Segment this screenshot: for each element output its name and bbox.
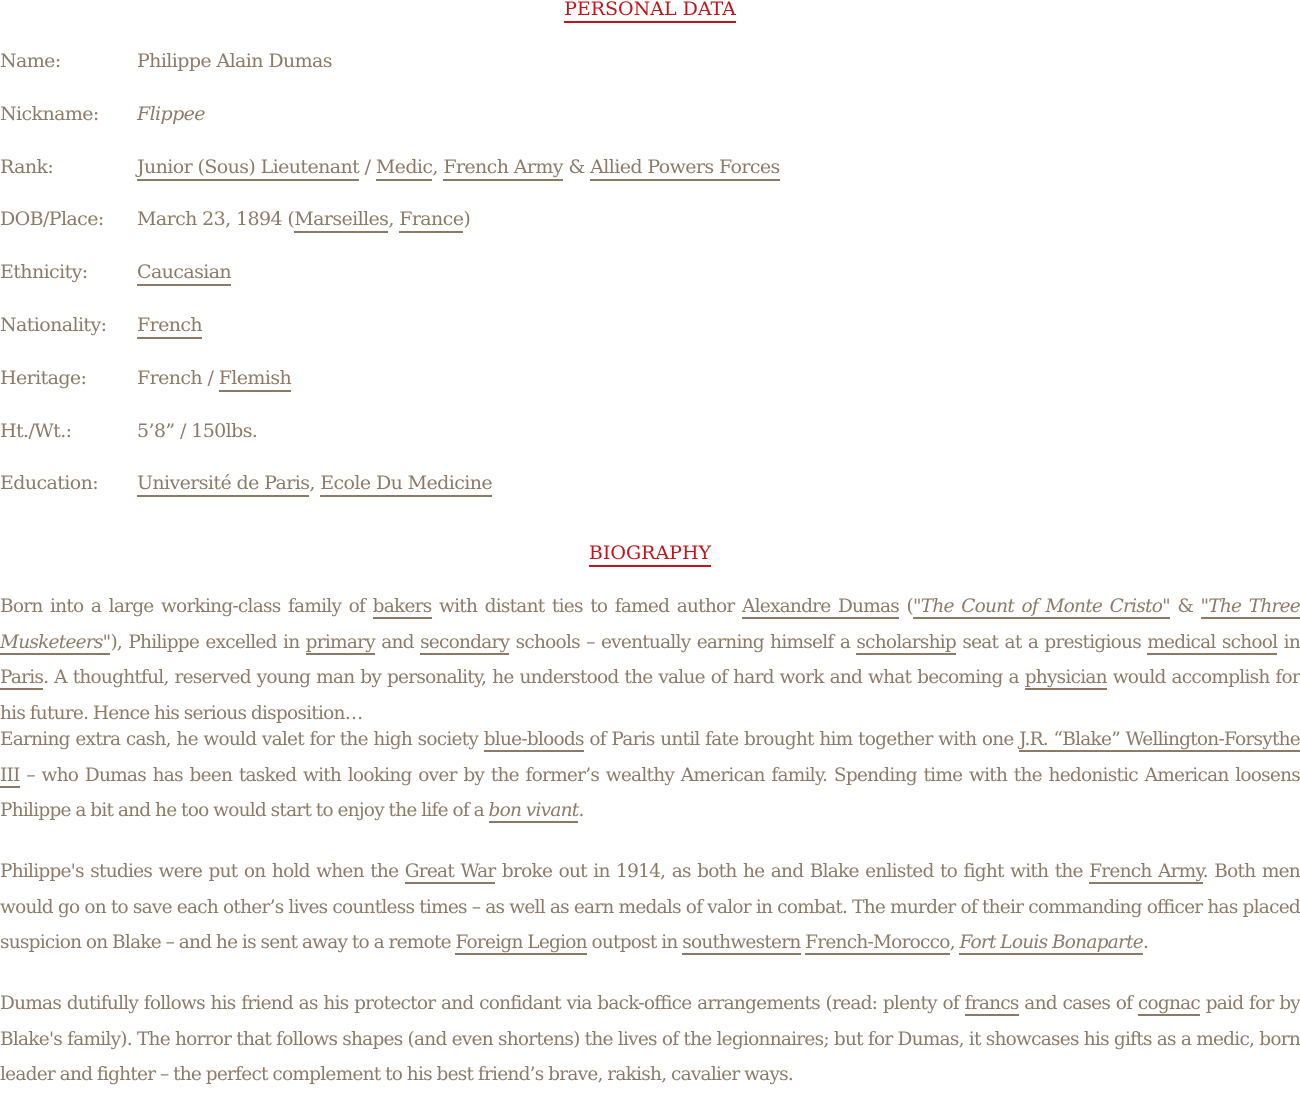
field-label: Education:	[0, 472, 99, 494]
text-segment: Born into a large working-class family of	[0, 596, 373, 617]
text-segment: would accomplish for his future. Hence his serious disposition…	[0, 667, 1300, 724]
link[interactable]: primary	[305, 631, 375, 653]
field-value	[137, 99, 205, 129]
text-segment: and	[374, 631, 421, 653]
personal-data-heading	[0, 0, 1300, 20]
text-segment: ,	[388, 208, 400, 230]
text-segment: outpost in	[586, 932, 683, 953]
link[interactable]: French	[137, 314, 202, 339]
biography-paragraph-1	[0, 589, 1300, 731]
field-value	[137, 468, 492, 498]
biography-paragraph-4	[0, 986, 1300, 1093]
link[interactable]: French Army	[443, 156, 563, 181]
link[interactable]: bakers	[372, 596, 432, 617]
text-segment: of Paris until fate brought him together with one	[583, 729, 1020, 750]
text-segment: with distant ties to famed author	[431, 596, 742, 617]
field-value	[137, 257, 231, 287]
text-segment: &	[1169, 596, 1201, 617]
link[interactable]: Marseilles	[294, 208, 388, 233]
text-segment: Dumas dutifully follows his friend as his protector and confidant via back-office arrangements (read: plenty of	[0, 993, 965, 1014]
biography-paragraph-2	[0, 722, 1300, 829]
field-label: DOB/Place:	[0, 208, 104, 230]
link[interactable]: physician	[1024, 667, 1107, 688]
link[interactable]: blue-bloods	[483, 729, 584, 750]
text-segment: Philippe's studies were put on hold when the	[0, 861, 405, 882]
link[interactable]: Université de Paris	[137, 472, 309, 497]
text-segment: broke out in 1914, as both he and Blake enlisted to fight with the	[495, 861, 1090, 882]
field-label: Nationality:	[0, 314, 107, 336]
text-segment: .	[1142, 932, 1149, 953]
link[interactable]: southwestern	[682, 932, 801, 953]
text-segment: 5’8” / 150lbs.	[137, 420, 258, 442]
field-label: Ethnicity:	[0, 261, 88, 283]
link[interactable]: medical school	[1147, 631, 1278, 653]
link[interactable]: Ecole Du Medicine	[320, 472, 492, 497]
text-segment: schools – eventually earning himself a	[509, 631, 857, 653]
text-segment: ), Philippe excelled in	[110, 631, 306, 653]
field-label: Heritage:	[0, 367, 87, 389]
link[interactable]: French Army	[1089, 861, 1203, 882]
field-value	[137, 46, 332, 76]
text-segment: . Both men would go on to save each other’s lives countless times – as well as earn medals of valor in combat. The murder of their commanding officer has placed suspicion on Blake – and he is sent away to a remote	[0, 861, 1300, 953]
link[interactable]: Fort Louis Bonaparte	[959, 932, 1143, 953]
text-segment: March 23, 1894 (	[137, 208, 295, 230]
text-segment: seat at a prestigious	[956, 631, 1148, 653]
biography-paragraph-3	[0, 854, 1300, 961]
link[interactable]: bon vivant	[488, 800, 579, 821]
link[interactable]: French-Morocco	[805, 932, 950, 953]
field-label: Nickname:	[0, 103, 99, 125]
text-segment: .	[578, 800, 584, 821]
link[interactable]: "The Three Musketeers"	[0, 596, 1300, 653]
text-segment: /	[359, 156, 376, 178]
field-value	[137, 152, 780, 182]
text-segment: . A thoughtful, reserved young man by personality, he understood the value of hard work and what becoming a	[43, 667, 1025, 688]
link[interactable]: Alexandre Dumas	[741, 596, 900, 617]
field-label: Ht./Wt.:	[0, 420, 72, 442]
field-value	[137, 310, 202, 340]
field-value	[137, 363, 291, 393]
link[interactable]: Paris	[0, 667, 44, 688]
field-label: Name:	[0, 50, 61, 72]
text-segment: – who Dumas has been tasked with looking over by the former’s wealthy American family. Spending time with the hedonistic American loosens Philippe a bit and he too would start to enjoy the life of a	[0, 764, 1300, 821]
text-segment: Philippe Alain Dumas	[137, 50, 332, 72]
text-segment: ,	[432, 156, 444, 178]
text-segment: in	[1277, 631, 1300, 653]
link[interactable]: Junior (Sous) Lieutenant	[137, 156, 359, 181]
link[interactable]: "The Count of Monte Cristo"	[913, 596, 1170, 617]
text-segment: French /	[137, 367, 219, 389]
text-segment: ,	[309, 472, 321, 494]
link[interactable]: secondary	[420, 631, 510, 653]
text-segment: (	[899, 596, 913, 617]
link[interactable]: cognac	[1137, 993, 1201, 1014]
text-segment: &	[562, 156, 591, 178]
text-segment: paid for by Blake's family). The horror that follows shapes (and even shortens) the lives of the legionnaires; but for Dumas, it showcases his gifts as a medic, born leader and fighter – the perfect complement to his best friend’s brave, rakish, cavalier ways.	[0, 993, 1300, 1085]
link[interactable]: francs	[964, 993, 1019, 1014]
biography-title: BIOGRAPHY	[589, 542, 711, 567]
field-value	[137, 204, 470, 234]
link[interactable]: J.R. “Blake” Wellington-Forsythe III	[0, 729, 1300, 786]
link[interactable]: France	[399, 208, 463, 233]
text-segment: )	[463, 208, 471, 230]
link[interactable]: Flemish	[219, 367, 291, 392]
text-segment: ,	[949, 932, 960, 953]
text-segment: Flippee	[137, 103, 205, 125]
field-label: Rank:	[0, 156, 54, 178]
link[interactable]: Foreign Legion	[455, 932, 587, 953]
link[interactable]: Medic	[376, 156, 433, 181]
link[interactable]: scholarship	[856, 631, 957, 653]
link[interactable]: Caucasian	[137, 261, 231, 286]
link[interactable]: Great War	[404, 861, 496, 882]
text-segment: Earning extra cash, he would valet for the high society	[0, 729, 484, 750]
link[interactable]: Allied Powers Forces	[590, 156, 780, 181]
personal-data-title: PERSONAL DATA	[564, 0, 736, 23]
field-value	[137, 416, 257, 446]
biography-heading	[0, 542, 1300, 564]
text-segment: and cases of	[1018, 993, 1138, 1014]
